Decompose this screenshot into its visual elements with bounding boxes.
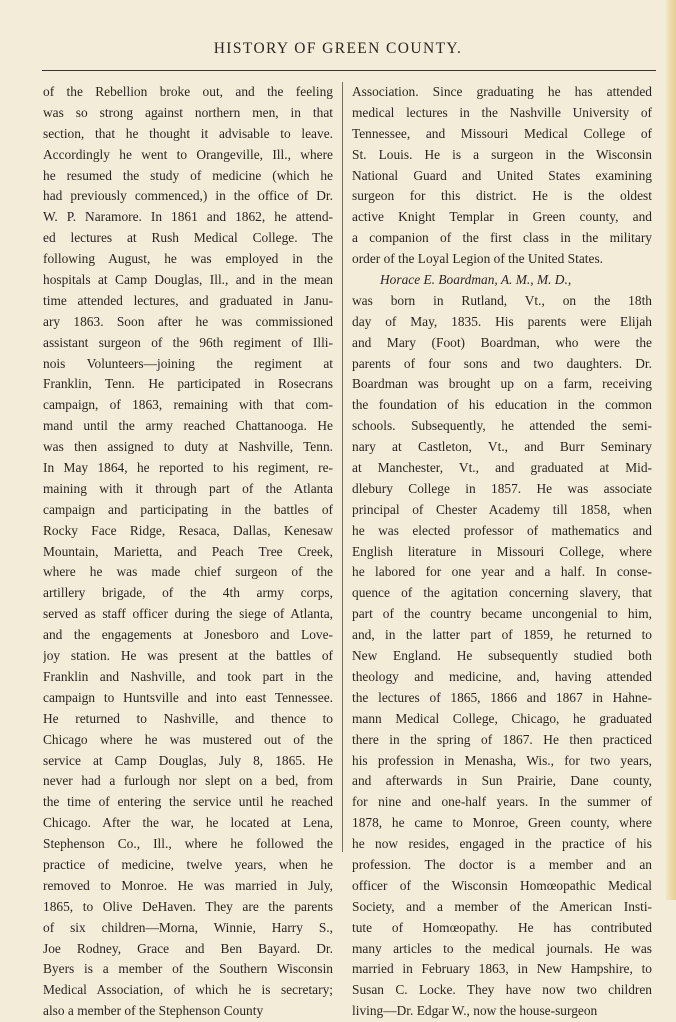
text-line: Chicago. After the war, he located at Lena,: [43, 815, 333, 831]
text-line: had previously commenced,) in the office of Dr.: [43, 188, 333, 204]
text-line: Medical Association, of which he is secretary;: [43, 982, 333, 998]
text-line: day of May, 1835. His parents were Elijah: [352, 313, 652, 329]
text-line: quence of the agitation concerning slavery, that: [352, 585, 652, 601]
text-line: was then assigned to duty at Nashville, Tenn.: [43, 439, 333, 455]
text-line: He returned to Nashville, and thence to: [43, 710, 333, 726]
text-line: theology and medicine, and, having attended: [352, 668, 652, 684]
text-line: of six children—Morna, Winnie, Harry S.,: [43, 919, 333, 935]
text-line: hospitals at Camp Douglas, Ill., and in the mean: [43, 272, 333, 288]
text-line: married in February 1863, in New Hampshire, to: [352, 961, 652, 977]
text-line: for nine and one-half years. In the summer of: [352, 794, 652, 810]
text-line: campaign and participating in the battles of: [43, 501, 333, 517]
text-line: dlebury College in 1857. He was associate: [352, 480, 652, 496]
text-line: at Manchester, Vt., and graduated at Mid-: [352, 460, 652, 476]
text-line: Byers is a member of the Southern Wisconsin: [43, 961, 333, 977]
text-line: served as staff officer during the siege of Atlanta,: [43, 606, 333, 622]
text-line: nary at Castleton, Vt., and Burr Seminary: [352, 439, 652, 455]
text-line: New England. He subsequently studied both: [352, 648, 652, 664]
text-line: the lectures of 1865, 1866 and 1867 in Hahne-: [352, 689, 652, 705]
text-line: mand until the army reached Chattanooga. He: [43, 418, 333, 434]
text-line: Joe Rodney, Grace and Ben Bayard. Dr.: [43, 940, 333, 956]
text-line: Society, and a member of the American Insti-: [352, 898, 652, 914]
text-line: where he was made chief surgeon of the: [43, 564, 333, 580]
text-line: parents of four sons and two daughters. Dr.: [352, 355, 652, 371]
text-line: National Guard and United States examining: [352, 167, 652, 183]
text-line: active Knight Templar in Green county, and: [352, 209, 652, 225]
text-line: nois Volunteers—joining the regiment at: [43, 355, 333, 371]
text-line: maining with it through part of the Atlanta: [43, 480, 333, 496]
left-column: [43, 82, 333, 1022]
text-line: campaign to Huntsville and into east Tennessee.: [43, 689, 333, 705]
text-line: practice of medicine, twelve years, when he: [43, 856, 333, 872]
text-line: was born in Rutland, Vt., on the 18th: [352, 292, 652, 308]
text-line: removed to Monroe. He was married in July,: [43, 877, 333, 893]
text-line: living—Dr. Edgar W., now the house-surgeon: [352, 1003, 598, 1019]
text-line: and afterwards in Sun Prairie, Dane county,: [352, 773, 652, 789]
text-line: Mountain, Marietta, and Peach Tree Creek,: [43, 543, 333, 559]
text-line: Rocky Face Ridge, Resaca, Dallas, Kenesaw: [43, 522, 333, 538]
text-line: 1865, to Olive DeHaven. They are the parents: [43, 898, 333, 914]
text-line: tute of Homœopathy. He has contributed: [352, 919, 652, 935]
text-line: the foundation of his education in the common: [352, 397, 652, 413]
text-line: ary 1863. Soon after he was commissioned: [43, 313, 333, 329]
text-line: campaign, of 1863, remaining with that com-: [43, 397, 333, 413]
text-line: order of the Loyal Legion of the United States.: [352, 251, 604, 267]
right-column: [352, 82, 652, 1022]
text-line: he labored for one year and a half. In conse-: [352, 564, 652, 580]
text-line: assistant surgeon of the 96th regiment of Illi-: [43, 334, 333, 350]
text-line: he now resides, engaged in the practice of his: [352, 836, 652, 852]
column-divider: [342, 82, 343, 852]
page-edge: [666, 0, 676, 900]
text-line: he was elected professor of mathematics and: [352, 522, 652, 538]
text-line: Stephenson Co., Ill., where he followed the: [43, 836, 333, 852]
text-line: Association. Since graduating he has attended: [352, 84, 652, 99]
text-line: artillery brigade, of the 4th army corps,: [43, 585, 333, 601]
text-line: a companion of the first class in the military: [352, 230, 652, 246]
text-line: 1878, he came to Monroe, Green county, where: [352, 815, 652, 831]
page-title: HISTORY OF GREEN COUNTY.: [213, 40, 463, 57]
text-line: service at Camp Douglas, July 8, 1865. He: [43, 752, 333, 768]
text-line: joy station. He was present at the battles of: [43, 648, 333, 664]
text-line: also a member of the Stephenson County: [43, 1003, 264, 1019]
text-line: mann Medical College, Chicago, he graduated: [352, 710, 652, 726]
text-line: Susan C. Locke. They have now two children: [352, 982, 652, 998]
text-line: he resumed the study of medicine (which he: [43, 167, 333, 183]
text-line: W. P. Naramore. In 1861 and 1862, he attend-: [43, 209, 333, 225]
text-line: and Mary (Foot) Boardman, who were the: [352, 334, 652, 350]
text-line: Franklin and Nashville, and took part in the: [43, 668, 333, 684]
text-line: and the engagements at Jonesboro and Love-: [43, 627, 333, 643]
text-line: English literature in Missouri College, where: [352, 543, 652, 559]
text-line: schools. Subsequently, he attended the semi-: [352, 418, 652, 434]
text-line: surgeon for this district. He is the oldest: [352, 188, 652, 204]
text-line: Boardman was brought up on a farm, receiving: [352, 376, 652, 392]
text-line: Chicago where he was mustered out of the: [43, 731, 333, 747]
text-line: officer of the Wisconsin Homœopathic Medical: [352, 877, 652, 893]
text-line: time attended lectures, and graduated in Janu-: [43, 292, 333, 308]
text-line: medical lectures in the Nashville University of: [352, 104, 652, 120]
text-line: In May 1864, he reported to his regiment, re-: [43, 460, 333, 476]
text-line: following August, he was employed in the: [43, 251, 333, 267]
text-line: ed lectures at Rush Medical College. The: [43, 230, 333, 246]
text-line: Franklin, Tenn. He participated in Rosecrans: [43, 376, 333, 392]
biography-heading: Horace E. Boardman, A. M., M. D.,: [380, 272, 572, 288]
text-line: Accordingly he went to Orangeville, Ill., where: [43, 146, 333, 162]
text-line: part of the country became uncongenial to him,: [352, 606, 652, 622]
text-line: was so strong against northern men, in that: [43, 104, 333, 120]
text-line: Tennessee, and Missouri Medical College of: [352, 125, 652, 141]
text-line: section, that he thought it advisable to leave.: [43, 125, 333, 141]
header-rule: [42, 70, 656, 71]
text-line: principal of Chester Academy till 1858, when: [352, 501, 652, 517]
text-line: profession. The doctor is a member and an: [352, 856, 652, 872]
text-line: of the Rebellion broke out, and the feeling: [43, 84, 333, 99]
text-line: St. Louis. He is a surgeon in the Wisconsin: [352, 146, 652, 162]
text-line: many articles to the medical journals. He was: [352, 940, 652, 956]
text-line: and, in the latter part of 1859, he returned to: [352, 627, 652, 643]
text-line: there in the spring of 1867. He then practiced: [352, 731, 652, 747]
text-line: the time of entering the service until he reached: [43, 794, 333, 810]
text-line: his profession in Menasha, Wis., for two years,: [352, 752, 652, 768]
text-line: never had a furlough nor slept on a bed, from: [43, 773, 333, 789]
